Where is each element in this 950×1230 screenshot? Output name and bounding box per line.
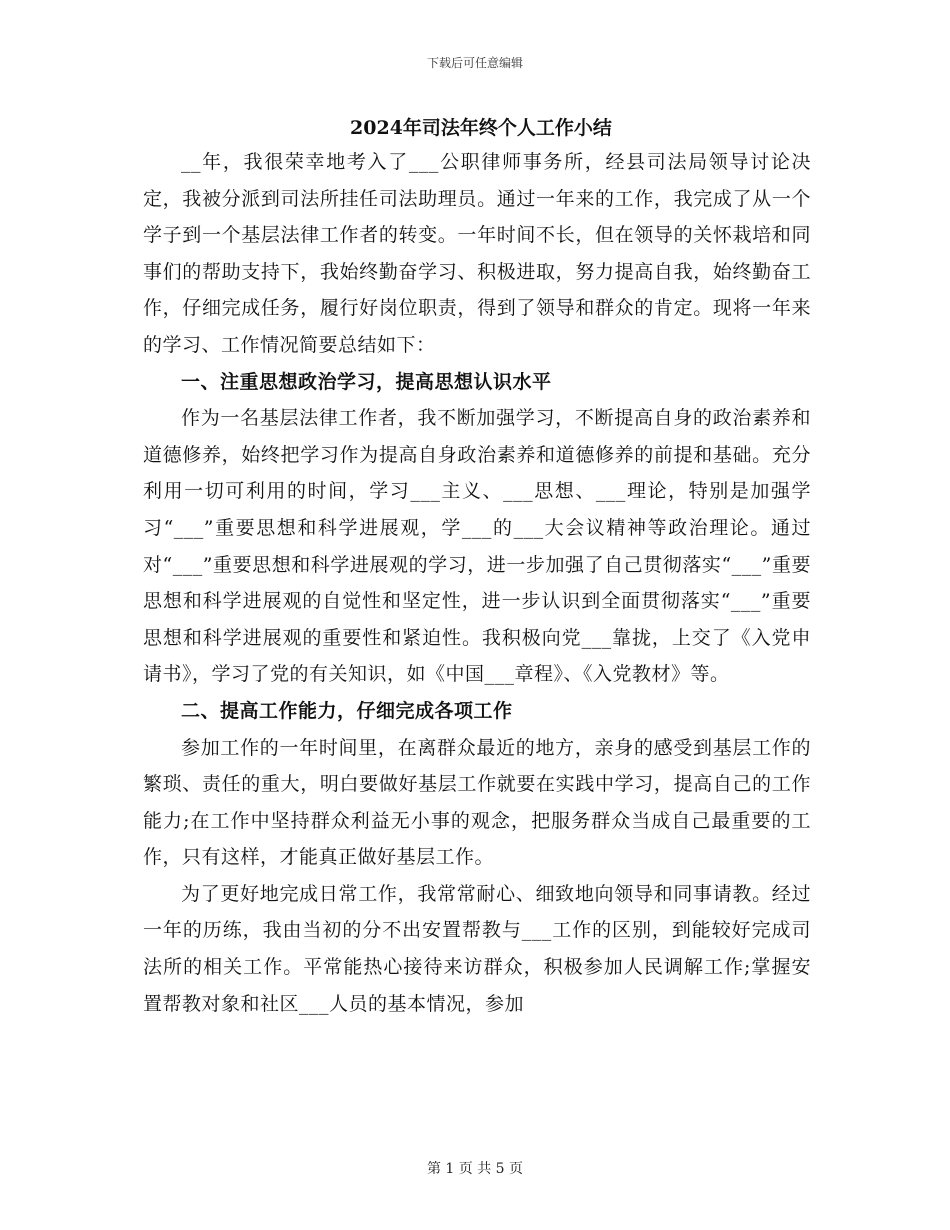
header-note: 下载后可任意编辑 [426,56,523,70]
paragraph-section-2b: 为了更好地完成日常工作，我常常耐心、细致地向领导和同事请教。经过一年的历练，我由当初的分不出安置帮教与___工作的区别，到能较好完成司法所的相关工作。平常能热心接待来访群众，积极参加人民调解工作;掌握安置帮教对象和社区___人员的基本情况，参加 [143,882,811,1015]
document-body [143,112,811,1022]
section-heading-1: 一、注重思想政治学习，提高思想认识水平 [181,370,552,393]
paragraph-section-2a: 参加工作的一年时间里，在离群众最近的地方，亲身的感受到基层工作的繁琐、责任的重大，明白要做好基层工作就要在实践中学习，提高自己的工作能力;在工作中坚持群众利益无小事的观念，把服务群众当成自己最重要的工作，只有这样，才能真正做好基层工作。 [143,736,811,869]
document-title: 2024年司法年终个人工作小结 [350,117,612,139]
paragraph-intro: __年，我很荣幸地考入了___公职律师事务所，经县司法局领导讨论决定，我被分派到司法所挂任司法助理员。通过一年来的工作，我完成了从一个学子到一个基层法律工作者的转变。一年时间不长，但在领导的关怀栽培和同事们的帮助支持下，我始终勤奋学习、积极进取，努力提高自我，始终勤奋工作，仔细完成任务，履行好岗位职责，得到了领导和群众的肯定。现将一年来的学习、工作情况简要总结如下： [143,151,811,356]
paragraph-section-1: 作为一名基层法律工作者，我不断加强学习，不断提高自身的政治素养和道德修养，始终把学习作为提高自身政治素养和道德修养的前提和基础。充分利用一切可利用的时间，学习___主义、___思想、___理论，特别是加强学习“___”重要思想和科学进展观，学___的___大会议精神等政治理论。通过对“___”重要思想和科学进展观的学习，进一步加强了自己贯彻落实“___”重要思想和科学进展观的自觉性和坚定性，进一步认识到全面贯彻落实“___”重要思想和科学进展观的重要性和紧迫性。我积极向党___靠拢，上交了《入党申请书》，学习了党的有关知识，如《中国___章程》、《入党教材》等。 [143,407,811,686]
section-heading-2: 二、提高工作能力，仔细完成各项工作 [181,699,513,722]
page-number: 第 1 页 共 5 页 [426,1161,524,1177]
